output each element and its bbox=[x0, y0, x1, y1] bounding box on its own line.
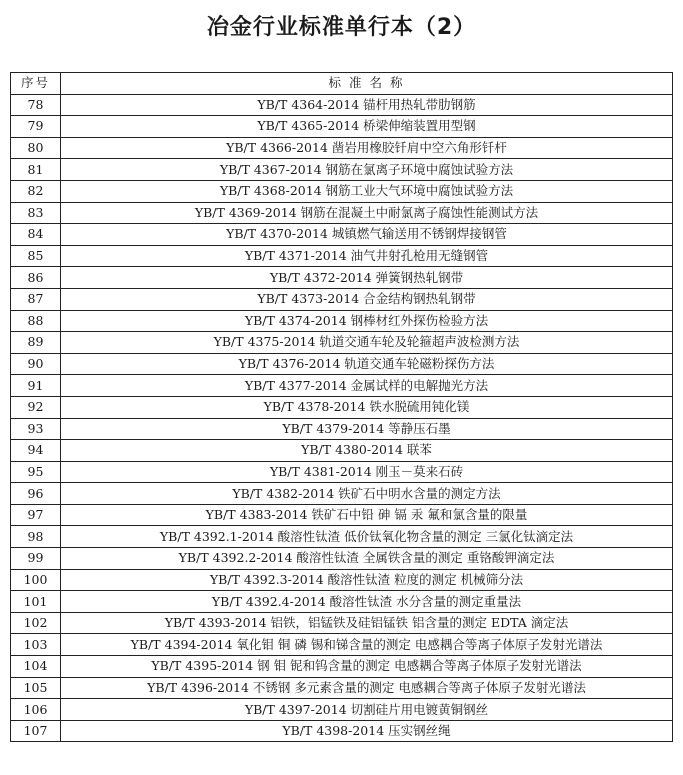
row-serial-number: 101 bbox=[11, 591, 61, 613]
row-standard-name: YB/T 4378-2014 铁水脱硫用钝化镁 bbox=[61, 396, 673, 418]
table-header-row bbox=[11, 73, 673, 95]
row-standard-name: YB/T 4379-2014 等静压石墨 bbox=[61, 418, 673, 440]
row-serial-number: 78 bbox=[11, 94, 61, 116]
table-row bbox=[11, 137, 673, 159]
row-standard-name: YB/T 4381-2014 刚玉－莫来石砖 bbox=[61, 461, 673, 483]
row-standard-name: YB/T 4365-2014 桥梁伸缩装置用型钢 bbox=[61, 116, 673, 138]
row-serial-number: 87 bbox=[11, 288, 61, 310]
table-row bbox=[11, 677, 673, 699]
table-row bbox=[11, 612, 673, 634]
row-serial-number: 95 bbox=[11, 461, 61, 483]
table-row bbox=[11, 353, 673, 375]
table-row bbox=[11, 332, 673, 354]
row-serial-number: 98 bbox=[11, 526, 61, 548]
table-row bbox=[11, 699, 673, 721]
row-serial-number: 100 bbox=[11, 569, 61, 591]
row-serial-number: 84 bbox=[11, 224, 61, 246]
row-standard-name: YB/T 4380-2014 联苯 bbox=[61, 440, 673, 462]
row-serial-number: 94 bbox=[11, 440, 61, 462]
table-row bbox=[11, 116, 673, 138]
table-row bbox=[11, 267, 673, 289]
row-standard-name: YB/T 4392.2-2014 酸溶性钛渣 全属铁含量的测定 重铬酸钾滴定法 bbox=[61, 548, 673, 570]
page-title: 冶金行业标准单行本（2） bbox=[206, 15, 477, 40]
row-standard-name: YB/T 4367-2014 钢筋在氯离子环境中腐蚀试验方法 bbox=[61, 159, 673, 181]
header-serial-number: 序号 bbox=[11, 73, 61, 95]
row-serial-number: 86 bbox=[11, 267, 61, 289]
table-row bbox=[11, 591, 673, 613]
table-row bbox=[11, 180, 673, 202]
row-standard-name: YB/T 4393-2014 铝铁，铝锰铁及硅铝锰铁 铝含量的测定 EDTA 滴定法 bbox=[61, 612, 673, 634]
row-standard-name: YB/T 4375-2014 轨道交通车轮及轮箍超声波检测方法 bbox=[61, 332, 673, 354]
row-serial-number: 91 bbox=[11, 375, 61, 397]
row-serial-number: 103 bbox=[11, 634, 61, 656]
row-serial-number: 90 bbox=[11, 353, 61, 375]
row-serial-number: 107 bbox=[11, 720, 61, 742]
table-row bbox=[11, 159, 673, 181]
table-row bbox=[11, 202, 673, 224]
row-standard-name: YB/T 4364-2014 锚杆用热轧带肋钢筋 bbox=[61, 94, 673, 116]
row-serial-number: 105 bbox=[11, 677, 61, 699]
row-serial-number: 106 bbox=[11, 699, 61, 721]
row-serial-number: 80 bbox=[11, 137, 61, 159]
row-standard-name: YB/T 4392.4-2014 酸溶性钛渣 水分含量的测定重量法 bbox=[61, 591, 673, 613]
row-standard-name: YB/T 4366-2014 凿岩用橡胶钎肩中空六角形钎杆 bbox=[61, 137, 673, 159]
row-serial-number: 93 bbox=[11, 418, 61, 440]
row-standard-name: YB/T 4392.3-2014 酸溶性钛渣 粒度的测定 机械筛分法 bbox=[61, 569, 673, 591]
table-row bbox=[11, 310, 673, 332]
row-serial-number: 102 bbox=[11, 612, 61, 634]
row-standard-name: YB/T 4394-2014 氧化钼 铜 磷 锡和锑含量的测定 电感耦合等离子体原子发射光谱法 bbox=[61, 634, 673, 656]
table-row bbox=[11, 418, 673, 440]
row-serial-number: 85 bbox=[11, 245, 61, 267]
table-row bbox=[11, 440, 673, 462]
row-standard-name: YB/T 4372-2014 弹簧钢热轧钢带 bbox=[61, 267, 673, 289]
table-row bbox=[11, 461, 673, 483]
table-row bbox=[11, 396, 673, 418]
row-serial-number: 96 bbox=[11, 483, 61, 505]
row-standard-name: YB/T 4382-2014 铁矿石中明水含量的测定方法 bbox=[61, 483, 673, 505]
row-serial-number: 104 bbox=[11, 656, 61, 678]
table-row bbox=[11, 720, 673, 742]
row-standard-name: YB/T 4369-2014 钢筋在混凝土中耐氯离子腐蚀性能测试方法 bbox=[61, 202, 673, 224]
table-row bbox=[11, 656, 673, 678]
row-serial-number: 92 bbox=[11, 396, 61, 418]
row-standard-name: YB/T 4373-2014 合金结构钢热轧钢带 bbox=[61, 288, 673, 310]
standards-table bbox=[10, 72, 673, 742]
table-row bbox=[11, 634, 673, 656]
row-serial-number: 99 bbox=[11, 548, 61, 570]
table-row bbox=[11, 548, 673, 570]
table-body bbox=[11, 94, 673, 742]
table-row bbox=[11, 526, 673, 548]
row-serial-number: 81 bbox=[11, 159, 61, 181]
row-serial-number: 89 bbox=[11, 332, 61, 354]
table-row bbox=[11, 94, 673, 116]
row-standard-name: YB/T 4397-2014 切割硅片用电镀黄铜钢丝 bbox=[61, 699, 673, 721]
row-standard-name: YB/T 4371-2014 油气井射孔枪用无缝钢管 bbox=[61, 245, 673, 267]
table-row bbox=[11, 569, 673, 591]
table-row bbox=[11, 483, 673, 505]
header-standard-name: 标 准 名 称 bbox=[61, 73, 673, 95]
row-standard-name: YB/T 4374-2014 钢棒材红外探伤检验方法 bbox=[61, 310, 673, 332]
table-row bbox=[11, 224, 673, 246]
row-serial-number: 97 bbox=[11, 504, 61, 526]
row-standard-name: YB/T 4368-2014 钢筋工业大气环境中腐蚀试验方法 bbox=[61, 180, 673, 202]
row-standard-name: YB/T 4398-2014 压实钢丝绳 bbox=[61, 720, 673, 742]
row-serial-number: 79 bbox=[11, 116, 61, 138]
table-row bbox=[11, 288, 673, 310]
row-standard-name: YB/T 4377-2014 金属试样的电解抛光方法 bbox=[61, 375, 673, 397]
table-row bbox=[11, 245, 673, 267]
row-standard-name: YB/T 4383-2014 铁矿石中铅 砷 镉 汞 氟和氯含量的限量 bbox=[61, 504, 673, 526]
row-serial-number: 83 bbox=[11, 202, 61, 224]
row-standard-name: YB/T 4392.1-2014 酸溶性钛渣 低价钛氧化物含量的测定 三氯化钛滴定法 bbox=[61, 526, 673, 548]
row-standard-name: YB/T 4370-2014 城镇燃气输送用不锈钢焊接钢管 bbox=[61, 224, 673, 246]
row-standard-name: YB/T 4395-2014 钢 钼 铌和钨含量的测定 电感耦合等离子体原子发射光谱法 bbox=[61, 656, 673, 678]
row-serial-number: 88 bbox=[11, 310, 61, 332]
row-standard-name: YB/T 4376-2014 轨道交通车轮磁粉探伤方法 bbox=[61, 353, 673, 375]
row-serial-number: 82 bbox=[11, 180, 61, 202]
table-row bbox=[11, 504, 673, 526]
row-standard-name: YB/T 4396-2014 不锈钢 多元素含量的测定 电感耦合等离子体原子发射光谱法 bbox=[61, 677, 673, 699]
table-row bbox=[11, 375, 673, 397]
